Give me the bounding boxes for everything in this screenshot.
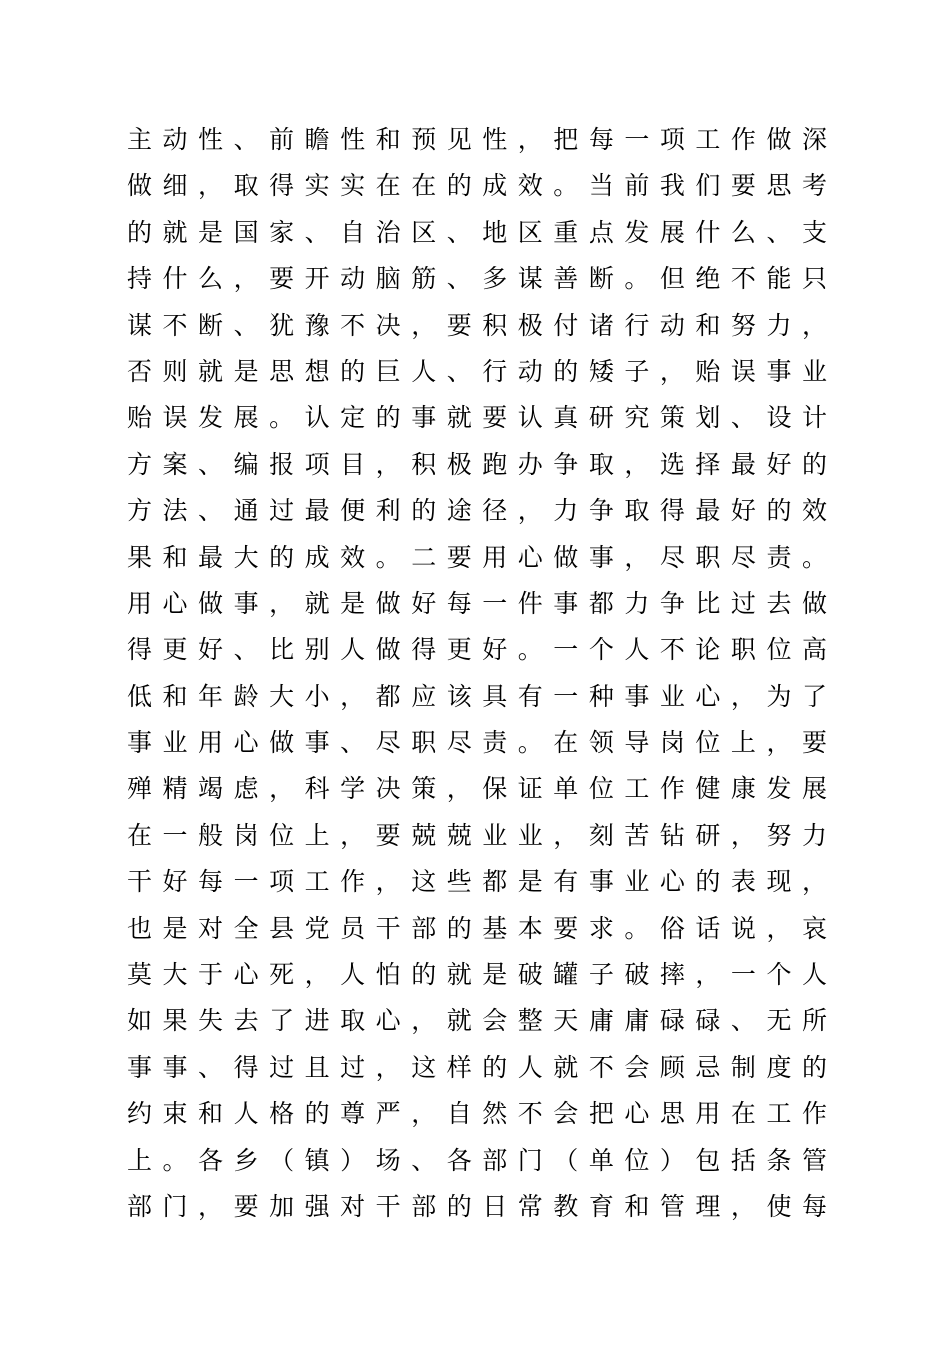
text-line-6: 否则就是思想的巨人、行动的矮子，贻误事业 xyxy=(127,356,827,386)
text-line-1: 主动性、前瞻性和预见性，把每一项工作做深 xyxy=(127,125,827,154)
text-line-3: 的就是国家、自治区、地区重点发展什么、支 xyxy=(127,217,827,247)
text-line-7: 贻误发展。认定的事就要认真研究策划、设计 xyxy=(127,403,827,433)
text-line-21: 事事、得过且过，这样的人就不会顾忌制度的 xyxy=(127,1052,827,1082)
text-line-10: 果和最大的成效。二要用心做事，尽职尽责。 xyxy=(127,542,827,572)
text-line-24: 部门，要加强对干部的日常教育和管理，使每 xyxy=(127,1191,827,1221)
text-line-22: 约束和人格的尊严，自然不会把心思用在工作 xyxy=(127,1099,827,1129)
text-line-13: 低和年龄大小，都应该具有一种事业心，为了 xyxy=(127,681,827,711)
text-line-8: 方案、编报项目，积极跑办争取，选择最好的 xyxy=(127,449,827,479)
text-line-18: 也是对全县党员干部的基本要求。俗话说，哀 xyxy=(127,913,827,943)
text-line-23: 上。各乡（镇）场、各部门（单位）包括条管 xyxy=(127,1145,827,1175)
text-line-11: 用心做事，就是做好每一件事都力争比过去做 xyxy=(127,588,827,618)
body-text xyxy=(127,117,827,1230)
text-line-17: 干好每一项工作，这些都是有事业心的表现， xyxy=(127,867,827,897)
text-line-14: 事业用心做事、尽职尽责。在领导岗位上，要 xyxy=(127,728,827,758)
text-line-15: 殚精竭虑，科学决策，保证单位工作健康发展 xyxy=(127,774,827,804)
text-line-19: 莫大于心死，人怕的就是破罐子破摔，一个人 xyxy=(127,960,827,990)
text-line-12: 得更好、比别人做得更好。一个人不论职位高 xyxy=(127,635,827,665)
text-line-2: 做细，取得实实在在的成效。当前我们要思考 xyxy=(127,171,827,201)
text-line-9: 方法、通过最便利的途径，力争取得最好的效 xyxy=(127,496,827,526)
text-line-16: 在一般岗位上，要兢兢业业，刻苦钻研，努力 xyxy=(127,820,827,850)
text-line-4: 持什么，要开动脑筋、多谋善断。但绝不能只 xyxy=(127,264,827,294)
text-line-20: 如果失去了进取心，就会整天庸庸碌碌、无所 xyxy=(127,1006,827,1036)
text-line-5: 谋不断、犹豫不决，要积极付诸行动和努力， xyxy=(127,310,827,340)
